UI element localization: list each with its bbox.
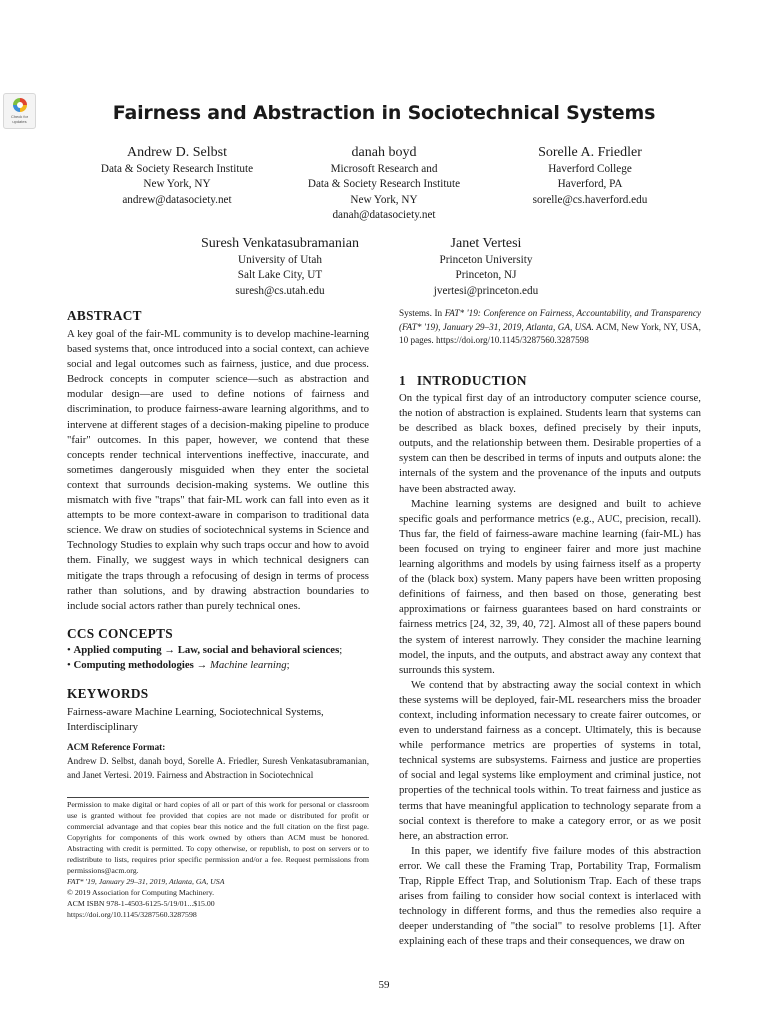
author-block — [77, 144, 277, 208]
author-name: Sorelle A. Friedler — [538, 145, 642, 160]
section-heading — [399, 373, 527, 389]
author-block — [284, 144, 484, 224]
permission-notice — [67, 799, 369, 920]
permission-text: Permission to make digital or hard copies of all or part of this work for personal or classroom use is granted without fee provided that copies are not made or distributed for profit or commercial advantage and that copies bear this notice and the full citation on the first page. Copyrights for components of this work owned by others than ACM must be honored. Abstracting with credit is permitted. To copy otherwise, or republish, to post on servers or to redistribute to lists, requires prior specific permission and/or a fee. Request permissions from permissions@acm.org. — [67, 800, 369, 875]
author-affiliation: Haverford College — [548, 163, 632, 175]
body-paragraph: Machine learning systems are designed and built to achieve specific goals and performance metrics (e.g., AUC, precision, recall). Thus far, the field of fairness-aware machine learning (fair-ML) has been focused on trying to engineer fairer and more just machine learning algorithms and models by using fairness itself as a property of the (black box) system. Many papers have been written proposing definitions of fairness, and then based on those, generating best approximations or fairness guarantees based on hard constraints or fairness metrics [24, 32, 39, 40, 72]. Almost all of these papers bound the system of interest narrowly. They consider the machine learning model, the inputs, and the outputs, and abstract away any context that surrounds this system. — [399, 497, 701, 676]
keywords-heading: KEYWORDS — [67, 686, 149, 701]
acm-ref-text: Andrew D. Selbst, danah boyd, Sorelle A. Friedler, Suresh Venkatasubramanian, and Janet Vertesi. 2019. Fairness and Abstraction in Sociotechnical — [67, 756, 369, 780]
author-block — [180, 235, 380, 299]
author-affiliation: Princeton University — [439, 254, 533, 266]
acm-ref-continuation: Systems. In FAT* '19: Conference on Fairness, Accountability, and Transparency (FAT* '19), January 29–31, 2019, Atlanta, GA, USA. ACM, New York, NY, USA, 10 pages. https://doi.org/10.1145/3287560.3287598 — [399, 308, 701, 346]
abstract-heading: ABSTRACT — [67, 308, 142, 323]
isbn-line: ACM ISBN 978-1-4503-6125-5/19/01...$15.00 — [67, 899, 215, 908]
author-email: suresh@cs.utah.edu — [235, 284, 325, 297]
ccs-item: • Computing methodologies → Machine learning; — [67, 659, 290, 672]
author-name: Suresh Venkatasubramanian — [201, 236, 359, 251]
ccs-subconcept: Machine learning — [209, 659, 287, 672]
body-paragraph: On the typical first day of an introductory computer science course, the notion of abstraction is explained. Students learn that systems can be described as black boxes, defined precisely by their inputs, outputs, and the relationship between them. Desirable properties of a system can then be described in terms of inputs and outputs alone: the internals of the system and the provenance of the inputs and outputs have been abstracted away. — [399, 392, 701, 495]
ccs-concept: Computing methodologies — [73, 659, 194, 672]
author-email: sorelle@cs.haverford.edu — [532, 193, 648, 206]
author-name: danah boyd — [351, 145, 417, 160]
body-paragraph: We contend that by abstracting away the social context in which these systems will be deployed, fair-ML researchers miss the broader context, including information necessary to create fairer outcomes, or even to understand fairness as a concept. Ultimately, this is because while performance metrics are properties of systems in total, technical systems are subsystems. Fairness and justice are properties of social and legal systems like employment and criminal justice, not properties of the technical tools within. To treat fairness and justice as terms that have meaningful application to technology separate from a social context is therefore to make a category error, or as we posit here, an abstraction error. — [399, 678, 701, 842]
badge-label: Check for updates — [10, 114, 29, 124]
author-location: New York, NY — [350, 193, 418, 206]
ccs-heading: CCS CONCEPTS — [67, 626, 173, 641]
acm-ref-heading: ACM Reference Format: — [67, 742, 166, 752]
keywords-text: Fairness-aware Machine Learning, Sociotechnical Systems, Interdisciplinary — [67, 706, 324, 734]
author-email: danah@datasociety.net — [332, 209, 436, 222]
author-location: New York, NY — [143, 178, 211, 191]
author-affiliation: Data & Society Research Institute — [307, 178, 461, 191]
author-affiliation: University of Utah — [238, 254, 322, 266]
body-paragraph: In this paper, we identify five failure modes of this abstraction error. We call these the Framing Trap, Portability Trap, Formalism Trap, Ripple Effect Trap, and Solutionism Trap. Each of these traps arises from failing to consider how social context is interlaced with technology in different forms, and thus the remedies also require a deeper understanding of "the social" to resolve problems [1]. After explaining each of these traps and their consequences, we draw on — [399, 844, 701, 948]
author-name: Andrew D. Selbst — [127, 145, 227, 160]
author-location: Princeton, NJ — [455, 269, 517, 282]
conference-title: FAT* '19: Conference on Fairness, Accountability, and Transparency (FAT* '19), January 29–31, 2019, Atlanta, GA, USA. — [399, 308, 701, 332]
section-title: INTRODUCTION — [416, 373, 527, 388]
ccs-list — [67, 643, 377, 673]
author-block — [386, 235, 586, 299]
author-email: andrew@datasociety.net — [122, 193, 232, 206]
author-affiliation: Data & Society Research Institute — [100, 163, 254, 175]
conference-line: FAT* '19, January 29–31, 2019, Atlanta, GA, USA — [67, 877, 225, 886]
footnote-divider — [67, 797, 369, 798]
author-location: Salt Lake City, UT — [237, 269, 323, 282]
ccs-concept: Applied computing — [73, 644, 162, 656]
ccs-subconcept: Law, social and behavioral sciences — [177, 644, 340, 656]
ccs-item: • Applied computing → Law, social and behavioral sciences; — [67, 644, 343, 656]
abstract-text: A key goal of the fair-ML community is to develop machine-learning based systems that, once introduced into a social context, can achieve social and legal outcomes such as fairness, justice, and due process. Bedrock concepts in computer science—such as abstraction and modular design—are used to define notions of fairness and discrimination, to produce fairness-aware learning algorithms, and to intervene at different stages of a decision-making pipeline to produce "fair" outcomes. In this paper, however, we contend that these concepts render technical interventions ineffective, inaccurate, and sometimes dangerously misguided when they enter the societal context that surrounds decision-making systems. We outline this mismatch with five "traps" that fair-ML work can fall into even as it attempts to be more context-aware in comparison to traditional data science. We draw on studies of sociotechnical systems in Science and Technology Studies to explain why such traps occur and how to avoid them. Finally, we suggest ways in which technical designers can mitigate the traps through a refocusing of design in terms of process rather than solutions, and by drawing abstraction boundaries to include social actors rather than purely technical ones. — [67, 328, 369, 612]
page-number: 59 — [378, 979, 390, 991]
paper-title: Fairness and Abstraction in Sociotechnical Systems — [112, 102, 656, 124]
author-name: Janet Vertesi — [450, 236, 522, 251]
section-number: 1 — [399, 373, 406, 388]
copyright-line: © 2019 Association for Computing Machinery. — [67, 888, 215, 897]
author-block — [490, 144, 690, 208]
intro-body — [399, 391, 701, 949]
doi-line: https://doi.org/10.1145/3287560.3287598 — [67, 910, 197, 919]
author-affiliation: Microsoft Research and — [330, 163, 438, 175]
author-email: jvertesi@princeton.edu — [433, 284, 539, 297]
author-location: Haverford, PA — [557, 178, 623, 191]
